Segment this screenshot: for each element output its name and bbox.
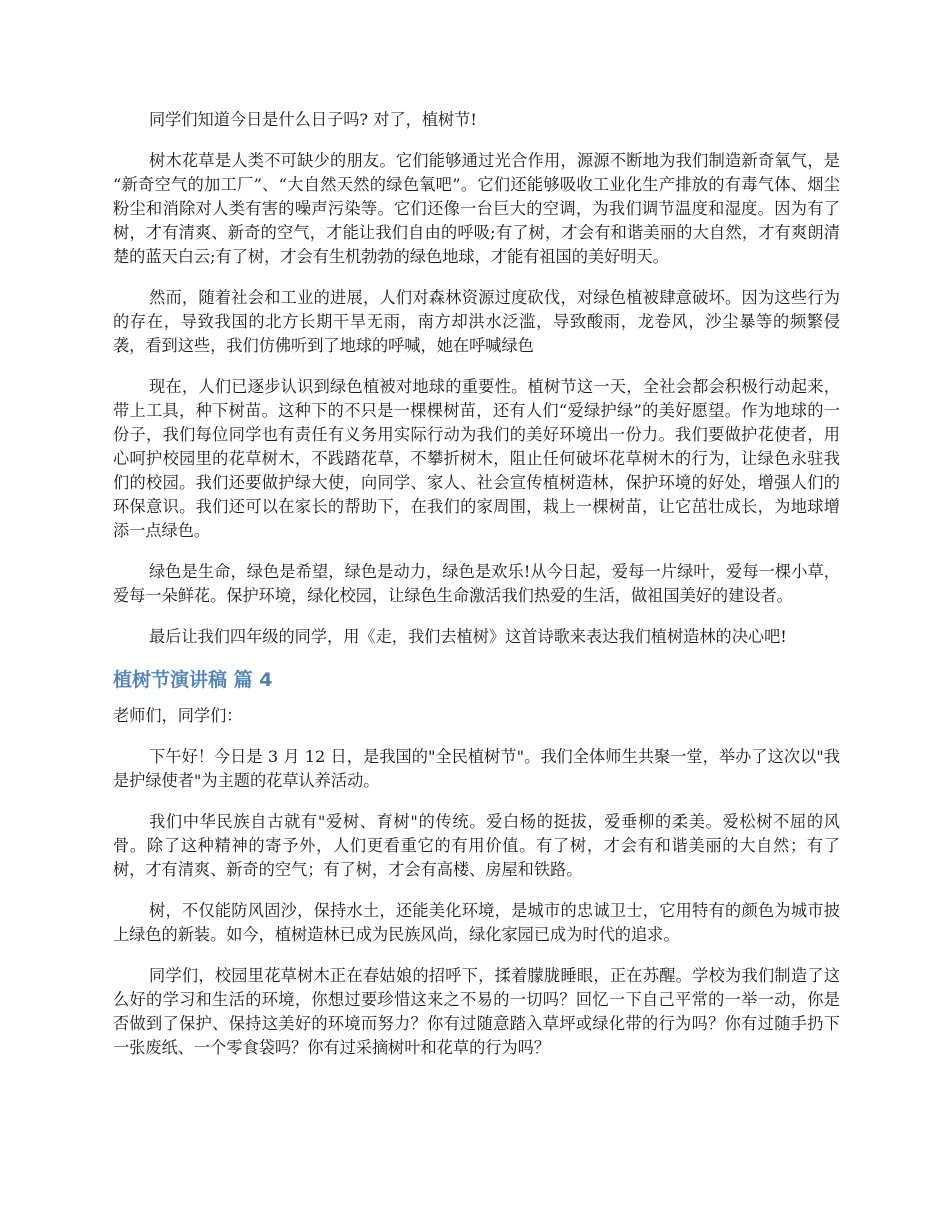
paragraph-section-4: 同学们，校园里花草树木正在春姑娘的招呼下，揉着朦胧睡眼，正在苏醒。学校为我们制造了这么好的学习和生活的环境，你想过要珍惜这来之不易的一切吗？回忆一下自己平常的一举一动，你是否做到了保护、保持这美好的环境而努力？你有过随意踏入草坪或绿化带的行为吗？你有过随手扔下一张废纸、一个零食袋吗？你有过采摘树叶和花草的行为吗？ bbox=[113, 966, 840, 1057]
paragraph-section-3: 树，不仅能防风固沙，保持水土，还能美化环境，是城市的忠诚卫士，它用特有的颜色为城市披上绿色的新装。如今，植树造林已成为民族风尚，绿化家园已成为时代的追求。 bbox=[113, 901, 840, 944]
section-heading: 植树节演讲稿 篇 4 bbox=[113, 669, 273, 691]
greeting: 老师们，同学们： bbox=[113, 706, 243, 725]
paragraph-intro-4: 现在，人们已逐步认识到绿色植被对地球的重要性。植树节这一天，全社会都会积极行动起来，带上工具，种下树苗。这种下的不只是一棵棵树苗，还有人们“爱绿护绿”的美好愿望。作为地球的一份子，我们每位同学也有责任有义务用实际行动为我们的美好环境出一份力。我们要做护花使者，用心呵护校园里的花草树木，不践踏花草，不攀折树木，阻止任何破坏花草树木的行为，让绿色永驻我们的校园。我们还要做护绿大使，向同学、家人、社会宣传植树造林，保护环境的好处，增强人们的环保意识。我们还可以在家长的帮助下，在我们的家周围，栽上一棵树苗，让它茁壮成长，为地球增添一点绿色。 bbox=[113, 377, 840, 540]
paragraph-section-1: 下午好！今日是 3 月 12 日，是我国的"全民植树节"。我们全体师生共聚一堂，举办了这次以"我是护绿使者"为主题的花草认养活动。 bbox=[113, 747, 840, 790]
paragraph-intro-5: 绿色是生命，绿色是希望，绿色是动力，绿色是欢乐!从今日起，爱每一片绿叶，爱每一棵小草，爱每一朵鲜花。保护环境，绿化校园，让绿色生命激活我们热爱的生活，做祖国美好的建设者。 bbox=[113, 562, 840, 605]
paragraph-intro-2: 树木花草是人类不可缺少的朋友。它们能够通过光合作用，源源不断地为我们制造新奇氧气，是 “新奇空气的加工厂”、“大自然天然的绿色氧吧”。它们还能够吸收工业化生产排放的有毒气体、烟尘粉尘和消除对人类有害的噪声污染等。它们还像一台巨大的空调，为我们调节温度和湿度。因为有了树，才有清爽、新奇的空气，才能让我们自由的呼吸;有了树，才会有和谐美丽的大自然，才有爽朗清楚的蓝天白云;有了树，才会有生机勃勃的绿色地球，才能有祖国的美好明天。 bbox=[113, 151, 840, 266]
paragraph-intro-6: 最后让我们四年级的同学，用《走，我们去植树》这首诗歌来表达我们植树造林的决心吧! bbox=[149, 627, 787, 646]
paragraph-intro-3: 然而，随着社会和工业的进展，人们对森林资源过度砍伐，对绿色植被肆意破坏。因为这些行为的存在，导致我国的北方长期干旱无雨，南方却洪水泛滥，导致酸雨，龙卷风，沙尘暴等的频繁侵袭，看到这些，我们仿佛听到了地球的呼喊，她在呼喊绿色 bbox=[113, 288, 840, 355]
paragraph-intro-1: 同学们知道今日是什么日子吗? 对了，植树节! bbox=[149, 110, 477, 129]
paragraph-section-2: 我们中华民族自古就有"爱树、育树"的传统。爱白杨的挺拔，爱垂柳的柔美。爱松树不屈的风骨。除了这种精神的寄予外，人们更看重它的有用价值。有了树，才会有和谐美丽的大自然；有了树，才有清爽、新奇的空气；有了树，才会有高楼、房屋和铁路。 bbox=[113, 812, 840, 879]
document-page bbox=[113, 108, 840, 1077]
